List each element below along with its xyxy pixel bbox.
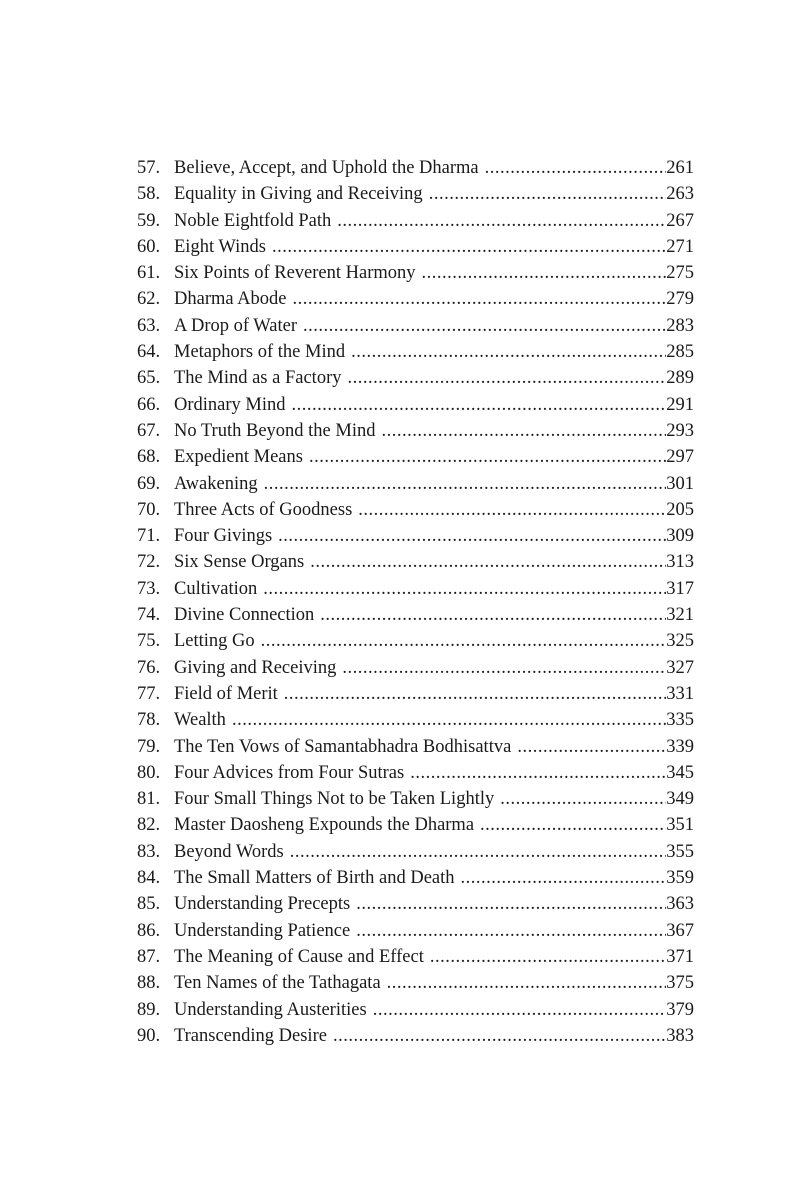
toc-entry-title: Metaphors of the Mind xyxy=(174,342,346,363)
toc-entry xyxy=(137,523,694,549)
toc-entry-title: Divine Connection xyxy=(174,605,315,626)
dot-leader xyxy=(320,602,666,628)
toc-entry-page-number: 355 xyxy=(666,841,694,862)
toc-entry-page-number: 317 xyxy=(666,578,694,599)
toc-entry-title: Field of Merit xyxy=(174,683,278,704)
dot-leader xyxy=(348,365,667,391)
toc-entry-title: The Ten Vows of Samantabhadra Bodhisattva xyxy=(174,736,512,757)
toc-entry-title: Master Daosheng Expounds the Dharma xyxy=(174,815,475,836)
toc-entry-number: 84. xyxy=(137,868,161,889)
toc-entry-title: Six Sense Organs xyxy=(174,552,305,573)
toc-entry-number: 64. xyxy=(137,342,161,363)
toc-entry-number: 89. xyxy=(137,999,161,1020)
table-of-contents xyxy=(137,155,694,1049)
toc-entry-page-number: 363 xyxy=(666,894,694,915)
toc-entry-title: Wealth xyxy=(174,710,226,731)
toc-entry-number: 86. xyxy=(137,920,161,941)
dot-leader xyxy=(358,497,666,523)
dot-leader xyxy=(284,681,666,707)
dot-leader xyxy=(429,181,667,207)
dot-leader xyxy=(461,865,667,891)
toc-entry-number: 66. xyxy=(137,394,161,415)
dot-leader xyxy=(422,260,667,286)
toc-entry-number: 58. xyxy=(137,184,161,205)
toc-entry-title: Letting Go xyxy=(174,631,255,652)
toc-entry-page-number: 383 xyxy=(666,1025,694,1046)
dot-leader xyxy=(272,234,666,260)
toc-entry-page-number: 331 xyxy=(666,683,694,704)
toc-entry-number: 72. xyxy=(137,552,161,573)
toc-entry-number: 67. xyxy=(137,420,161,441)
toc-entry-page-number: 279 xyxy=(666,289,694,310)
toc-entry xyxy=(137,707,694,733)
toc-entry xyxy=(137,655,694,681)
toc-entry-title: Noble Eightfold Path xyxy=(174,210,332,231)
toc-entry-page-number: 275 xyxy=(666,263,694,284)
dot-leader xyxy=(342,655,666,681)
toc-entry-title: The Small Matters of Birth and Death xyxy=(174,868,455,889)
toc-entry-page-number: 285 xyxy=(666,342,694,363)
dot-leader xyxy=(309,444,666,470)
toc-entry-number: 83. xyxy=(137,841,161,862)
toc-entry-page-number: 313 xyxy=(666,552,694,573)
toc-entry-page-number: 345 xyxy=(666,762,694,783)
toc-entry xyxy=(137,681,694,707)
dot-leader xyxy=(480,812,666,838)
toc-entry xyxy=(137,970,694,996)
toc-entry-number: 85. xyxy=(137,894,161,915)
toc-entry-number: 75. xyxy=(137,631,161,652)
toc-entry-number: 57. xyxy=(137,158,161,178)
toc-entry-title: Expedient Means xyxy=(174,447,303,468)
toc-entry-title: Understanding Precepts xyxy=(174,894,351,915)
dot-leader xyxy=(261,628,667,654)
toc-entry xyxy=(137,839,694,865)
toc-entry-title: Cultivation xyxy=(174,578,258,599)
toc-entry xyxy=(137,471,694,497)
toc-entry-number: 59. xyxy=(137,210,161,231)
toc-entry-number: 73. xyxy=(137,578,161,599)
toc-entry-page-number: 367 xyxy=(666,920,694,941)
toc-entry xyxy=(137,234,694,260)
toc-entry xyxy=(137,812,694,838)
toc-entry-page-number: 297 xyxy=(666,447,694,468)
toc-entry xyxy=(137,786,694,812)
dot-leader xyxy=(290,839,667,865)
toc-entry xyxy=(137,339,694,365)
dot-leader xyxy=(337,208,666,234)
toc-entry-title: Ten Names of the Tathagata xyxy=(174,973,381,994)
toc-entry xyxy=(137,365,694,391)
toc-entry-page-number: 375 xyxy=(666,973,694,994)
toc-entry-title: Believe, Accept, and Uphold the Dharma xyxy=(174,158,479,178)
dot-leader xyxy=(410,760,666,786)
dot-leader xyxy=(373,997,667,1023)
toc-entry-title: Equality in Giving and Receiving xyxy=(174,184,423,205)
toc-entry-page-number: 325 xyxy=(666,631,694,652)
toc-entry-title: Beyond Words xyxy=(174,841,284,862)
toc-entry-page-number: 283 xyxy=(666,315,694,336)
toc-entry-number: 61. xyxy=(137,263,161,284)
toc-entry-number: 77. xyxy=(137,683,161,704)
toc-entry xyxy=(137,602,694,628)
dot-leader xyxy=(263,576,666,602)
toc-entry xyxy=(137,576,694,602)
toc-entry-title: Four Givings xyxy=(174,526,273,547)
dot-leader xyxy=(517,734,666,760)
toc-entry-number: 76. xyxy=(137,657,161,678)
toc-entry-page-number: 359 xyxy=(666,868,694,889)
toc-entry-page-number: 321 xyxy=(666,605,694,626)
dot-leader xyxy=(303,313,666,339)
toc-entry-number: 63. xyxy=(137,315,161,336)
toc-entry-number: 74. xyxy=(137,605,161,626)
toc-entry xyxy=(137,497,694,523)
toc-entry xyxy=(137,392,694,418)
dot-leader xyxy=(485,155,667,181)
toc-entry-page-number: 289 xyxy=(666,368,694,389)
toc-entry-number: 60. xyxy=(137,236,161,257)
toc-entry-title: Dharma Abode xyxy=(174,289,287,310)
toc-entry-title: A Drop of Water xyxy=(174,315,298,336)
toc-entry-page-number: 349 xyxy=(666,789,694,810)
toc-entry-title: Transcending Desire xyxy=(174,1025,327,1046)
toc-entry-title: No Truth Beyond the Mind xyxy=(174,420,376,441)
dot-leader xyxy=(292,392,667,418)
toc-entry-title: Six Points of Reverent Harmony xyxy=(174,263,416,284)
dot-leader xyxy=(500,786,666,812)
toc-entry-number: 68. xyxy=(137,447,161,468)
toc-entry-number: 88. xyxy=(137,973,161,994)
toc-entry-page-number: 339 xyxy=(666,736,694,757)
toc-entry-page-number: 205 xyxy=(666,499,694,520)
toc-entry-page-number: 309 xyxy=(666,526,694,547)
toc-entry-title: Ordinary Mind xyxy=(174,394,286,415)
toc-entry-number: 62. xyxy=(137,289,161,310)
dot-leader xyxy=(264,471,667,497)
toc-entry-page-number: 261 xyxy=(666,158,694,178)
dot-leader xyxy=(278,523,666,549)
toc-entry-number: 87. xyxy=(137,946,161,967)
toc-entry xyxy=(137,286,694,312)
toc-entry xyxy=(137,997,694,1023)
dot-leader xyxy=(356,918,666,944)
dot-leader xyxy=(333,1023,666,1049)
toc-entry-page-number: 371 xyxy=(666,946,694,967)
toc-entry xyxy=(137,313,694,339)
toc-entry-title: The Mind as a Factory xyxy=(174,368,342,389)
toc-entry xyxy=(137,760,694,786)
dot-leader xyxy=(381,418,666,444)
toc-entry-number: 65. xyxy=(137,368,161,389)
toc-entry xyxy=(137,1023,694,1049)
dot-leader xyxy=(310,549,666,575)
toc-entry-number: 81. xyxy=(137,789,161,810)
toc-entry xyxy=(137,260,694,286)
toc-entry xyxy=(137,418,694,444)
dot-leader xyxy=(430,944,666,970)
toc-entry-number: 71. xyxy=(137,526,161,547)
toc-entry-number: 80. xyxy=(137,762,161,783)
toc-entry-number: 90. xyxy=(137,1025,161,1046)
toc-entry-page-number: 301 xyxy=(666,473,694,494)
toc-entry-title: Eight Winds xyxy=(174,236,266,257)
toc-entry-title: Four Small Things Not to be Taken Lightly xyxy=(174,789,495,810)
toc-entry xyxy=(137,549,694,575)
toc-entry-title: The Meaning of Cause and Effect xyxy=(174,946,424,967)
dot-leader xyxy=(387,970,667,996)
toc-entry xyxy=(137,918,694,944)
toc-entry-title: Understanding Austerities xyxy=(174,999,367,1020)
toc-entry xyxy=(137,444,694,470)
toc-entry xyxy=(137,628,694,654)
toc-entry-page-number: 327 xyxy=(666,657,694,678)
toc-entry-page-number: 267 xyxy=(666,210,694,231)
toc-entry-number: 82. xyxy=(137,815,161,836)
toc-entry-title: Awakening xyxy=(174,473,258,494)
toc-entry-page-number: 263 xyxy=(666,184,694,205)
toc-entry-page-number: 291 xyxy=(666,394,694,415)
toc-entry xyxy=(137,734,694,760)
dot-leader xyxy=(351,339,666,365)
toc-entry-page-number: 379 xyxy=(666,999,694,1020)
toc-entry xyxy=(137,208,694,234)
toc-entry-number: 79. xyxy=(137,736,161,757)
toc-entry xyxy=(137,155,694,181)
toc-entry-page-number: 351 xyxy=(666,815,694,836)
toc-entry xyxy=(137,181,694,207)
toc-entry-title: Three Acts of Goodness xyxy=(174,499,353,520)
toc-entry-number: 70. xyxy=(137,499,161,520)
toc-entry-title: Four Advices from Four Sutras xyxy=(174,762,405,783)
toc-entry-title: Giving and Receiving xyxy=(174,657,337,678)
dot-leader xyxy=(232,707,666,733)
dot-leader xyxy=(293,286,667,312)
toc-entry xyxy=(137,944,694,970)
toc-entry-number: 78. xyxy=(137,710,161,731)
toc-entry xyxy=(137,891,694,917)
toc-entry-page-number: 271 xyxy=(666,236,694,257)
toc-entry-page-number: 293 xyxy=(666,420,694,441)
toc-entry-title: Understanding Patience xyxy=(174,920,351,941)
toc-entry-page-number: 335 xyxy=(666,710,694,731)
dot-leader xyxy=(356,891,666,917)
toc-entry xyxy=(137,865,694,891)
toc-entry-number: 69. xyxy=(137,473,161,494)
